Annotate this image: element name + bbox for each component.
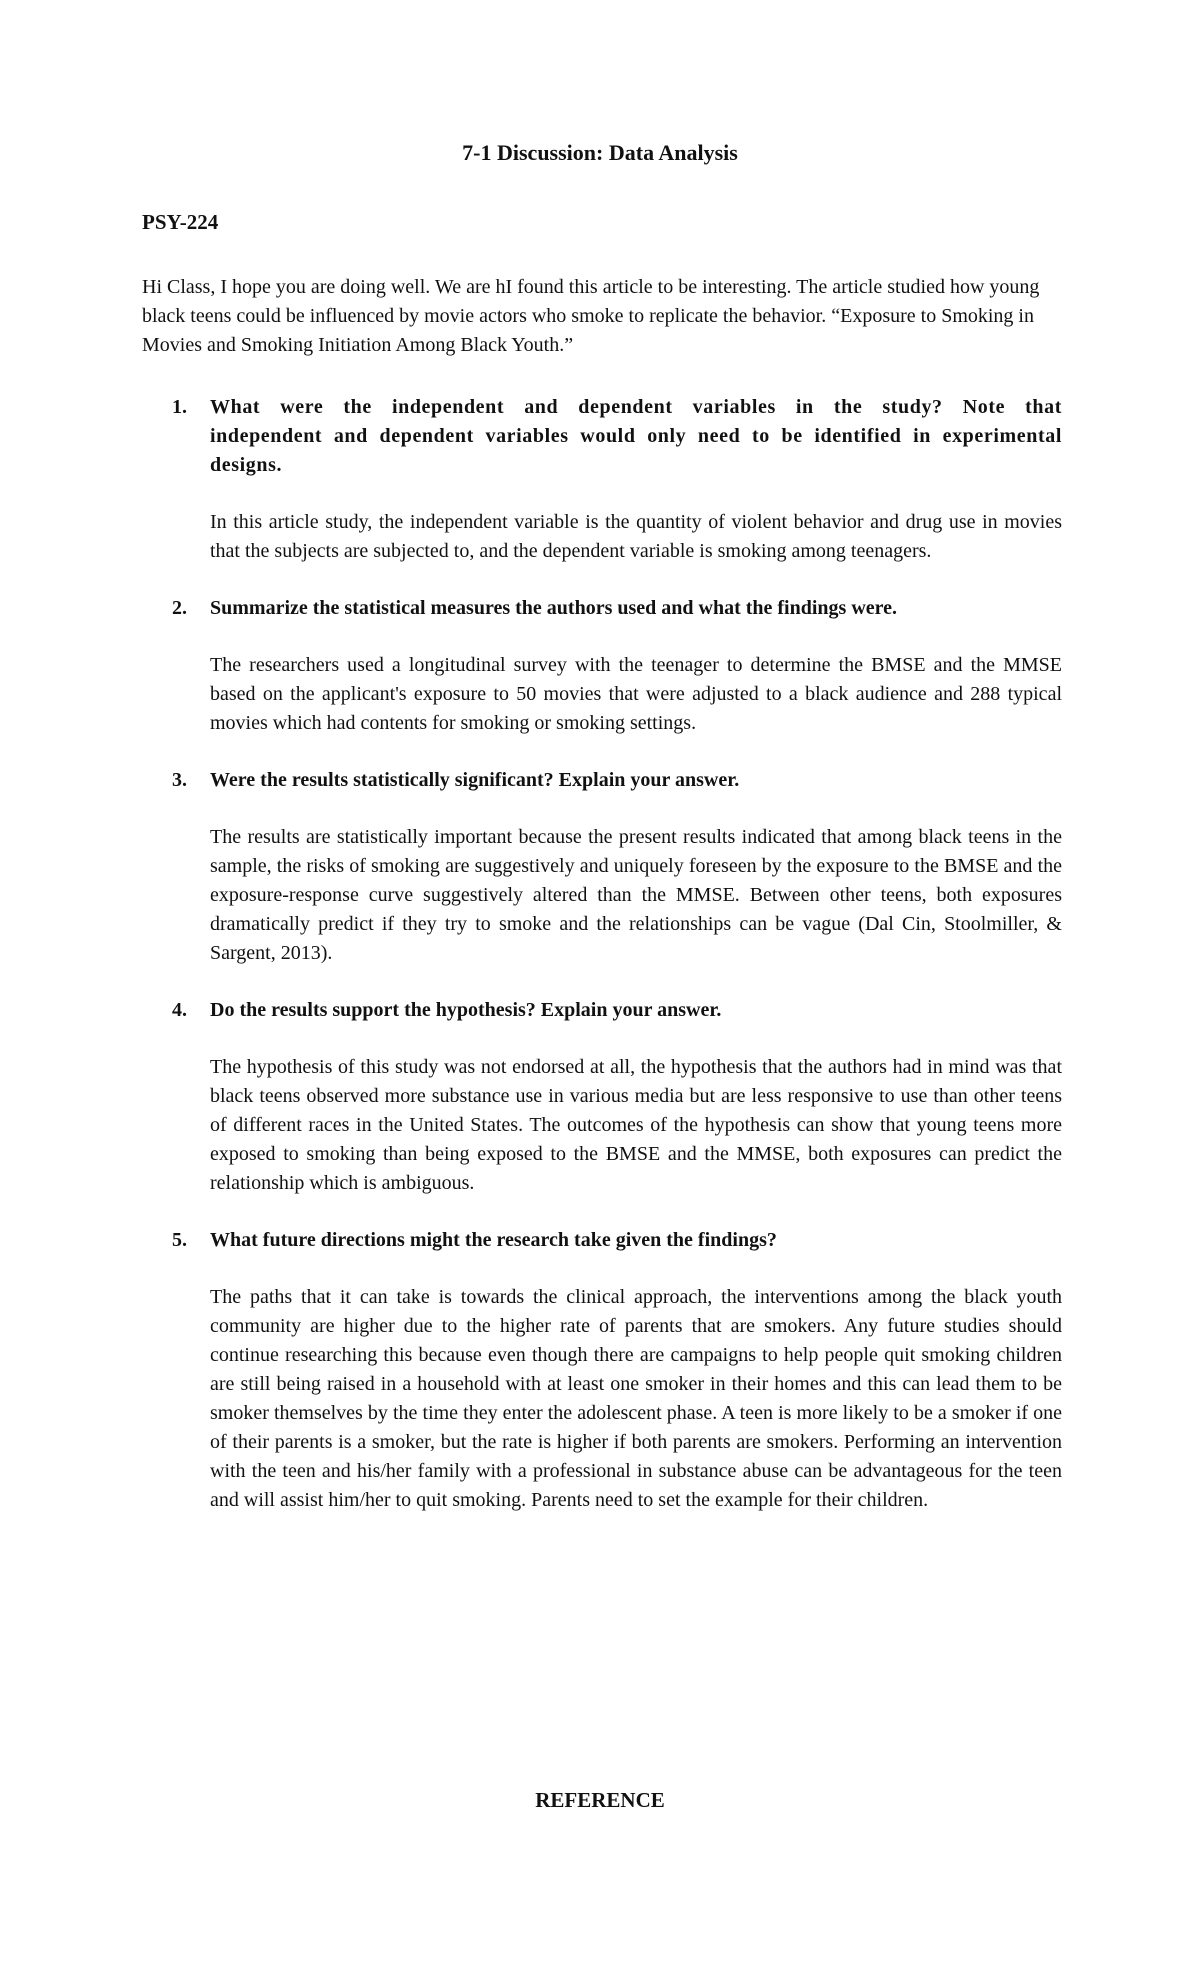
question-item (142, 996, 1062, 1198)
answer-text: The hypothesis of this study was not endorsed at all, the hypothesis that the authors had in mind was that black teens observed more substance use in various media but are less responsive to use than other teens of different races in the United States. The outcomes of the hypothesis can show that young teens more exposed to smoking than being exposed to the BMSE and the MMSE, both exposures can predict the relationship which is ambiguous. (210, 1056, 1062, 1194)
question-text: What future directions might the research take given the findings? (210, 1229, 777, 1251)
question-number: 3. (172, 769, 187, 791)
question-number: 4. (172, 999, 187, 1021)
answer-text: The results are statistically important because the present results indicated that among black teens in the sample, the risks of smoking are suggestively and uniquely foreseen by the exposure to the BMSE and the exposure-response curve suggestively altered than the MMSE. Between other teens, both exposures dramatically predict if they try to smoke and the relationships can be vague (Dal Cin, Stoolmiller, & Sargent, 2013). (210, 826, 1062, 964)
question-text: Do the results support the hypothesis? Explain your answer. (210, 999, 722, 1021)
intro-paragraph: Hi Class, I hope you are doing well. We are hI found this article to be interesting. The article studied how young black teens could be influenced by movie actors who smoke to replicate the behavior. “Exposure to Smoking in Movies and Smoking Initiation Among Black Youth.” (142, 276, 1040, 356)
answer-text: The researchers used a longitudinal survey with the teenager to determine the BMSE and the MMSE based on the applicant's exposure to 50 movies that were adjusted to a black audience and 288 typical movies which had contents for smoking or smoking settings. (210, 654, 1062, 734)
question-number: 1. (172, 396, 187, 418)
question-item (142, 766, 1062, 968)
document-title: 7-1 Discussion: Data Analysis (462, 140, 738, 165)
question-item (142, 594, 1062, 738)
question-text: Summarize the statistical measures the authors used and what the findings were. (210, 597, 898, 619)
question-number: 5. (172, 1229, 187, 1251)
question-item (142, 1226, 1062, 1515)
question-list (142, 393, 1062, 1543)
question-text: What were the independent and dependent variables in the study? Note that independent and dependent variables would only need to be identified in experimental designs. (210, 396, 1062, 476)
answer-text: The paths that it can take is towards the clinical approach, the interventions among the black youth community are higher due to the higher rate of parents that are smokers. Any future studies should continue researching this because even though there are campaigns to help people quit smoking children are still being raised in a household with at least one smoker in their homes and this can lead them to be smoker themselves by the time they enter the adolescent phase. A teen is more likely to be a smoker if one of their parents is a smoker, but the rate is higher if both parents are smokers. Performing an intervention with the teen and his/her family with a professional in substance abuse can be advantageous for the teen and will assist him/her to quit smoking. Parents need to set the example for their children. (210, 1286, 1062, 1511)
course-code: PSY-224 (142, 210, 219, 234)
answer-text: In this article study, the independent variable is the quantity of violent behavior and drug use in movies that the subjects are subjected to, and the dependent variable is smoking among teenagers. (210, 511, 1062, 562)
reference-heading: REFERENCE (535, 1788, 665, 1812)
question-number: 2. (172, 597, 187, 619)
question-text: Were the results statistically significant? Explain your answer. (210, 769, 740, 791)
question-item (142, 393, 1062, 566)
